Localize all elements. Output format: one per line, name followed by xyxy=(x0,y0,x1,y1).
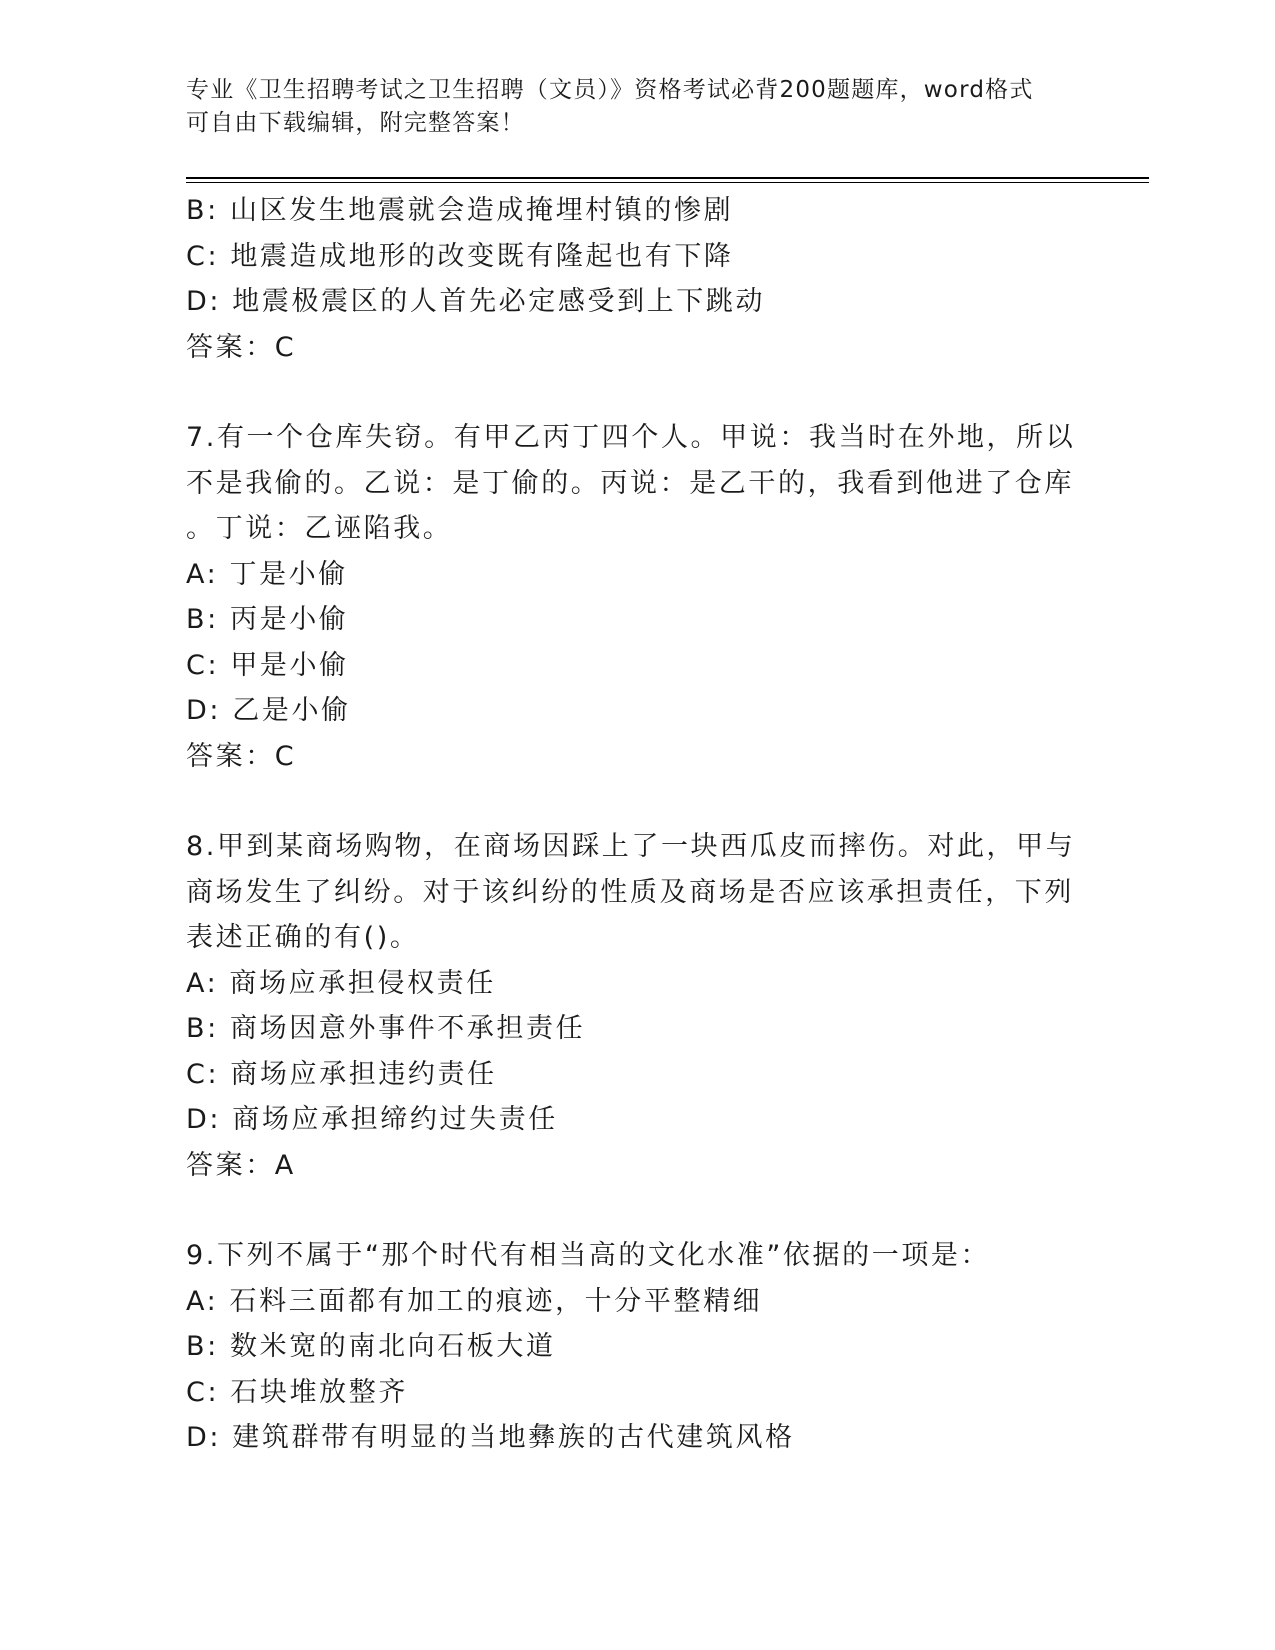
answer-option: C: 石块堆放整齐 xyxy=(186,1376,408,1408)
question-block xyxy=(186,188,1086,370)
question-text-line: 8.甲到某商场购物，在商场因踩上了一块西瓜皮而摔伤。对此，甲与 xyxy=(186,831,1076,862)
question-text-line: 表述正确的有()。 xyxy=(186,922,420,953)
block-spacer xyxy=(186,370,1086,415)
answer-option: A: 丁是小偷 xyxy=(186,558,348,590)
header-line-1: 专业《卫生招聘考试之卫生招聘（文员）》资格考试必背200题题库，word格式 xyxy=(186,77,1034,103)
header-divider xyxy=(186,177,1149,179)
header-divider-thin xyxy=(186,182,1149,183)
header-line-2: 可自由下载编辑，附完整答案！ xyxy=(186,110,525,136)
answer-key: 答案：C xyxy=(186,740,297,772)
question-text-line: 7.有一个仓库失窃。有甲乙丙丁四个人。甲说：我当时在外地，所以 xyxy=(186,422,1076,453)
answer-key: 答案：C xyxy=(186,331,297,363)
answer-option: D: 建筑群带有明显的当地彝族的古代建筑风格 xyxy=(186,1422,795,1453)
answer-option: D: 地震极震区的人首先必定感受到上下跳动 xyxy=(186,286,766,317)
answer-key: 答案：A xyxy=(186,1149,296,1181)
answer-option: A: 商场应承担侵权责任 xyxy=(186,967,496,999)
block-spacer xyxy=(186,779,1086,824)
question-text-line: 9.下列不属于“那个时代有相当高的文化水准”依据的一项是： xyxy=(186,1240,991,1271)
question-block xyxy=(186,1233,1086,1461)
question-block xyxy=(186,415,1086,779)
question-text-line: 不是我偷的。乙说：是丁偷的。丙说：是乙干的，我看到他进了仓库 xyxy=(186,467,1074,499)
answer-option: B: 丙是小偷 xyxy=(186,604,349,635)
answer-option: B: 山区发生地震就会造成掩埋村镇的惨剧 xyxy=(186,195,734,226)
question-text-line: 商场发生了纠纷。对于该纠纷的性质及商场是否应该承担责任，下列 xyxy=(186,876,1074,908)
answer-option: B: 数米宽的南北向石板大道 xyxy=(186,1331,556,1362)
answer-option: A: 石料三面都有加工的痕迹，十分平整精细 xyxy=(186,1285,763,1317)
question-block xyxy=(186,824,1086,1188)
document-header xyxy=(186,74,1066,140)
answer-option: C: 商场应承担违约责任 xyxy=(186,1058,497,1090)
question-text-line: 。丁说：乙诬陷我。 xyxy=(186,513,453,544)
answer-option: C: 甲是小偷 xyxy=(186,649,349,681)
answer-option: D: 乙是小偷 xyxy=(186,695,351,726)
block-spacer xyxy=(186,1188,1086,1233)
answer-option: C: 地震造成地形的改变既有隆起也有下降 xyxy=(186,240,734,272)
answer-option: D: 商场应承担缔约过失责任 xyxy=(186,1104,558,1135)
answer-option: B: 商场因意外事件不承担责任 xyxy=(186,1013,586,1044)
question-list xyxy=(186,188,1086,1461)
